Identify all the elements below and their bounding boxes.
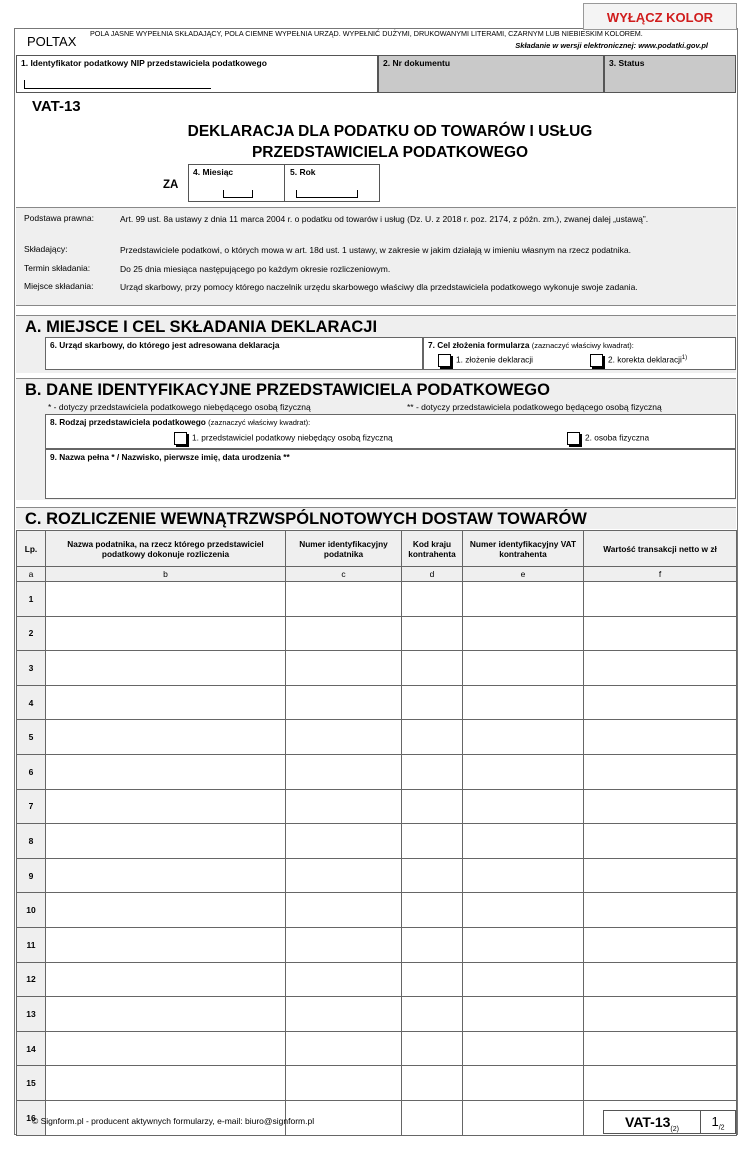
document-number-field	[378, 55, 604, 93]
row-number: 3	[17, 651, 46, 686]
option-correction[interactable]	[590, 354, 687, 367]
checkbox-icon[interactable]	[590, 354, 603, 367]
checkbox-icon[interactable]	[438, 354, 451, 367]
country-code-cell[interactable]	[402, 997, 463, 1032]
table-row	[17, 582, 737, 617]
net-value-cell[interactable]	[584, 858, 737, 893]
row-number: 1	[17, 582, 46, 617]
country-code-cell[interactable]	[402, 651, 463, 686]
info-text: Przedstawiciele podatkowi, o których mowa w art. 18d ust. 1 ustawy, w zakresie w jakim działają w imieniu własnym na rzecz podatnika.	[120, 245, 631, 255]
table-row	[17, 1066, 737, 1101]
taxpayer-name-cell[interactable]	[46, 997, 286, 1032]
row-number: 7	[17, 789, 46, 824]
taxpayer-name-cell[interactable]	[46, 962, 286, 997]
column-letters-row	[17, 567, 737, 582]
taxpayer-name-cell[interactable]	[46, 858, 286, 893]
info-label: Składający:	[24, 244, 68, 254]
row-number: 12	[17, 962, 46, 997]
taxpayer-id-cell[interactable]	[286, 789, 402, 824]
section-b-heading: B. DANE IDENTYFIKACYJNE PRZEDSTAWICIELA PODATKOWEGO	[16, 378, 736, 400]
column-header: Nazwa podatnika, na rzecz którego przedstawiciel podatkowy dokonuje rozliczenia	[46, 531, 286, 567]
country-code-cell[interactable]	[402, 616, 463, 651]
taxpayer-name-cell[interactable]	[46, 789, 286, 824]
column-letter: b	[46, 567, 286, 582]
country-code-cell[interactable]	[402, 824, 463, 859]
footer-version: (2)	[670, 1125, 679, 1133]
taxpayer-name-cell[interactable]	[46, 1066, 286, 1101]
section-c-heading: C. ROZLICZENIE WEWNĄTRZWSPÓLNOTOWYCH DOSTAW TOWARÓW	[16, 507, 736, 529]
column-letter: a	[17, 567, 46, 582]
taxpayer-name-cell[interactable]	[46, 893, 286, 928]
taxpayer-name-cell[interactable]	[46, 582, 286, 617]
taxpayer-id-cell[interactable]	[286, 962, 402, 997]
table-row	[17, 720, 737, 755]
title-line-2: PRZEDSTAWICIELA PODATKOWEGO	[251, 144, 529, 161]
footer-code: VAT-13	[625, 1114, 671, 1130]
taxpayer-id-cell[interactable]	[286, 824, 402, 859]
note-non-natural: * - dotyczy przedstawiciela podatkowego niebędącego osobą fizyczną	[48, 402, 311, 412]
tax-office-field[interactable]	[45, 337, 423, 370]
taxpayer-id-cell[interactable]	[286, 754, 402, 789]
table-row	[17, 997, 737, 1032]
row-number: 4	[17, 685, 46, 720]
column-header: Numer identyfikacyjny VAT kontrahenta	[463, 531, 584, 567]
nip-label: 1. Identyfikator podatkowy NIP przedstawiciela podatkowego	[21, 58, 267, 68]
purpose-hint: (zaznaczyć właściwy kwadrat):	[531, 341, 634, 350]
full-name-label: 9. Nazwa pełna * / Nazwisko, pierwsze imię, data urodzenia **	[50, 452, 290, 462]
document-number-label: 2. Nr dokumentu	[383, 58, 451, 68]
column-letter: d	[402, 567, 463, 582]
fill-instructions: POLA JASNE WYPEŁNIA SKŁADAJĄCY, POLA CIEMNE WYPEŁNIA URZĄD. WYPEŁNIĆ DUŻYMI, DRUKOWANYMI LITERAMI, CZARNYM LUB NIEBIESKIM KOLOREM.	[90, 29, 643, 38]
nip-tick-marks	[24, 80, 211, 89]
column-header: Wartość transakcji netto w zł	[584, 531, 737, 567]
row-number: 13	[17, 997, 46, 1032]
column-letter: e	[463, 567, 584, 582]
purpose-field	[423, 337, 736, 370]
taxpayer-id-cell[interactable]	[286, 997, 402, 1032]
poltax-brand: POLTAX	[27, 34, 77, 49]
vat-id-cell[interactable]	[463, 1100, 584, 1135]
status-label: 3. Status	[609, 58, 645, 68]
vat-id-cell[interactable]	[463, 1066, 584, 1101]
table-row	[17, 824, 737, 859]
row-number: 9	[17, 858, 46, 893]
net-value-cell[interactable]	[584, 962, 737, 997]
net-value-cell[interactable]	[584, 720, 737, 755]
checkbox-icon[interactable]	[567, 432, 580, 445]
info-label: Termin składania:	[24, 263, 91, 273]
taxpayer-id-cell[interactable]	[286, 1031, 402, 1066]
option-non-natural[interactable]	[174, 432, 393, 445]
table-row	[17, 927, 737, 962]
row-number: 11	[17, 927, 46, 962]
net-value-cell[interactable]	[584, 685, 737, 720]
country-code-cell[interactable]	[402, 685, 463, 720]
month-field[interactable]	[189, 165, 285, 201]
taxpayer-id-cell[interactable]	[286, 720, 402, 755]
country-code-cell[interactable]	[402, 789, 463, 824]
net-value-cell[interactable]	[584, 1066, 737, 1101]
net-value-cell[interactable]	[584, 824, 737, 859]
footer-page-box	[701, 1111, 735, 1133]
full-name-field[interactable]	[45, 449, 736, 499]
representative-type-field	[45, 414, 736, 449]
table-row	[17, 1031, 737, 1066]
title-line-1: DEKLARACJA DLA PODATKU OD TOWARÓW I USŁUG	[187, 123, 593, 140]
year-field[interactable]	[286, 165, 380, 201]
net-value-cell[interactable]	[584, 616, 737, 651]
vat-id-cell[interactable]	[463, 1031, 584, 1066]
page-title	[100, 121, 680, 163]
table-row	[17, 616, 737, 651]
net-value-cell[interactable]	[584, 651, 737, 686]
period-box	[188, 164, 380, 202]
option-natural-person[interactable]	[567, 432, 649, 445]
row-number: 15	[17, 1066, 46, 1101]
country-code-cell[interactable]	[402, 582, 463, 617]
net-value-cell[interactable]	[584, 789, 737, 824]
option-natural-person-label: 2. osoba fizyczna	[585, 432, 650, 443]
taxpayer-id-cell[interactable]	[286, 685, 402, 720]
table-row	[17, 651, 737, 686]
taxpayer-name-cell[interactable]	[46, 651, 286, 686]
taxpayer-name-cell[interactable]	[46, 1031, 286, 1066]
taxpayer-id-cell[interactable]	[286, 858, 402, 893]
country-code-cell[interactable]	[402, 720, 463, 755]
representative-type-hint: (zaznaczyć właściwy kwadrat):	[208, 418, 311, 427]
net-value-cell[interactable]	[584, 893, 737, 928]
table-row	[17, 754, 737, 789]
taxpayer-name-cell[interactable]	[46, 685, 286, 720]
country-code-cell[interactable]	[402, 754, 463, 789]
footer-page: 1	[711, 1114, 719, 1129]
vat-id-cell[interactable]	[463, 789, 584, 824]
taxpayer-id-cell[interactable]	[286, 893, 402, 928]
table-row	[17, 685, 737, 720]
footnote-marker: 1)	[681, 354, 688, 361]
country-code-cell[interactable]	[402, 1031, 463, 1066]
info-text: Do 25 dnia miesiąca następującego po każdym okresie rozliczeniowym.	[120, 264, 391, 274]
table-body	[17, 582, 737, 1136]
vat-id-cell[interactable]	[463, 824, 584, 859]
tax-office-label: 6. Urząd skarbowy, do którego jest adresowana deklaracja	[50, 340, 280, 350]
taxpayer-name-cell[interactable]	[46, 720, 286, 755]
footer-form-id	[603, 1110, 736, 1134]
option-submit-label: 1. złożenie deklaracji	[456, 354, 534, 365]
taxpayer-id-cell[interactable]	[286, 651, 402, 686]
net-value-cell[interactable]	[584, 927, 737, 962]
transactions-table	[16, 530, 737, 1136]
info-label: Miejsce składania:	[24, 281, 94, 291]
za-label: ZA	[163, 179, 179, 191]
year-label: 5. Rok	[290, 167, 316, 177]
taxpayer-id-cell[interactable]	[286, 582, 402, 617]
info-text: Art. 99 ust. 8a ustawy z dnia 11 marca 2004 r. o podatku od towarów i usług (Dz. U. z 2018 r. poz. 2174, z późn. zm.), zwanej dalej „ustawą”.	[120, 214, 649, 224]
legal-info	[16, 207, 736, 306]
option-submit[interactable]	[438, 354, 533, 367]
table-header-row	[17, 531, 737, 567]
vat-id-cell[interactable]	[463, 858, 584, 893]
net-value-cell[interactable]	[584, 582, 737, 617]
month-ticks	[223, 190, 253, 198]
vat-id-cell[interactable]	[463, 927, 584, 962]
row-number: 16	[17, 1100, 46, 1135]
vat-id-cell[interactable]	[463, 685, 584, 720]
column-letter: f	[584, 567, 737, 582]
taxpayer-name-cell[interactable]	[46, 754, 286, 789]
vat-id-cell[interactable]	[463, 616, 584, 651]
info-label: Podstawa prawna:	[24, 213, 94, 223]
representative-type-label: 8. Rodzaj przedstawiciela podatkowego	[50, 417, 206, 427]
table-row	[17, 962, 737, 997]
country-code-cell[interactable]	[402, 1100, 463, 1135]
net-value-cell[interactable]	[584, 1031, 737, 1066]
form-code: VAT-13	[32, 98, 81, 115]
column-header: Numer identyfikacyjny podatnika	[286, 531, 402, 567]
row-number: 8	[17, 824, 46, 859]
option-correction-label: 2. korekta deklaracji	[608, 354, 682, 365]
note-natural: ** - dotyczy przedstawiciela podatkowego będącego osobą fizyczną	[407, 402, 662, 412]
electronic-submission-note: Składanie w wersji elektronicznej: www.podatki.gov.pl	[515, 41, 708, 50]
row-number: 6	[17, 754, 46, 789]
year-ticks	[296, 190, 358, 198]
footer-pages: /2	[718, 1124, 725, 1132]
column-header: Kod kraju kontrahenta	[402, 531, 463, 567]
disable-color-button[interactable]: WYŁĄCZ KOLOR	[583, 3, 737, 30]
table-row	[17, 893, 737, 928]
country-code-cell[interactable]	[402, 858, 463, 893]
row-number: 10	[17, 893, 46, 928]
row-number: 2	[17, 616, 46, 651]
taxpayer-id-cell[interactable]	[286, 1066, 402, 1101]
country-code-cell[interactable]	[402, 962, 463, 997]
country-code-cell[interactable]	[402, 927, 463, 962]
purpose-label: 7. Cel złożenia formularza	[428, 340, 530, 350]
status-field	[604, 55, 736, 93]
month-label: 4. Miesiąc	[193, 167, 234, 177]
taxpayer-id-cell[interactable]	[286, 927, 402, 962]
taxpayer-id-cell[interactable]	[286, 616, 402, 651]
net-value-cell[interactable]	[584, 754, 737, 789]
table-row	[17, 789, 737, 824]
taxpayer-name-cell[interactable]	[46, 616, 286, 651]
country-code-cell[interactable]	[402, 893, 463, 928]
row-number: 5	[17, 720, 46, 755]
vat-id-cell[interactable]	[463, 720, 584, 755]
table-row	[17, 858, 737, 893]
vat-id-cell[interactable]	[463, 754, 584, 789]
vat-id-cell[interactable]	[463, 893, 584, 928]
footer-credit: © Signform.pl - producent aktywnych formularzy, e-mail: biuro@signform.pl	[32, 1116, 315, 1126]
vat-id-cell[interactable]	[463, 651, 584, 686]
row-number: 14	[17, 1031, 46, 1066]
net-value-cell[interactable]	[584, 997, 737, 1032]
info-text: Urząd skarbowy, przy pomocy którego naczelnik urzędu skarbowego właściwy dla przedstawiciela podatkowego wykonuje swoje zadania.	[120, 282, 638, 292]
section-a-heading: A. MIEJSCE I CEL SKŁADANIA DEKLARACJI	[16, 315, 736, 337]
vat-id-cell[interactable]	[463, 997, 584, 1032]
option-non-natural-label: 1. przedstawiciel podatkowy niebędący osobą fizyczną	[192, 432, 393, 443]
checkbox-icon[interactable]	[174, 432, 187, 445]
footer-code-box	[604, 1111, 701, 1133]
column-header: Lp.	[17, 531, 46, 567]
column-letter: c	[286, 567, 402, 582]
taxpayer-name-cell[interactable]	[46, 824, 286, 859]
vat-id-cell[interactable]	[463, 962, 584, 997]
taxpayer-name-cell[interactable]	[46, 927, 286, 962]
vat-id-cell[interactable]	[463, 582, 584, 617]
country-code-cell[interactable]	[402, 1066, 463, 1101]
